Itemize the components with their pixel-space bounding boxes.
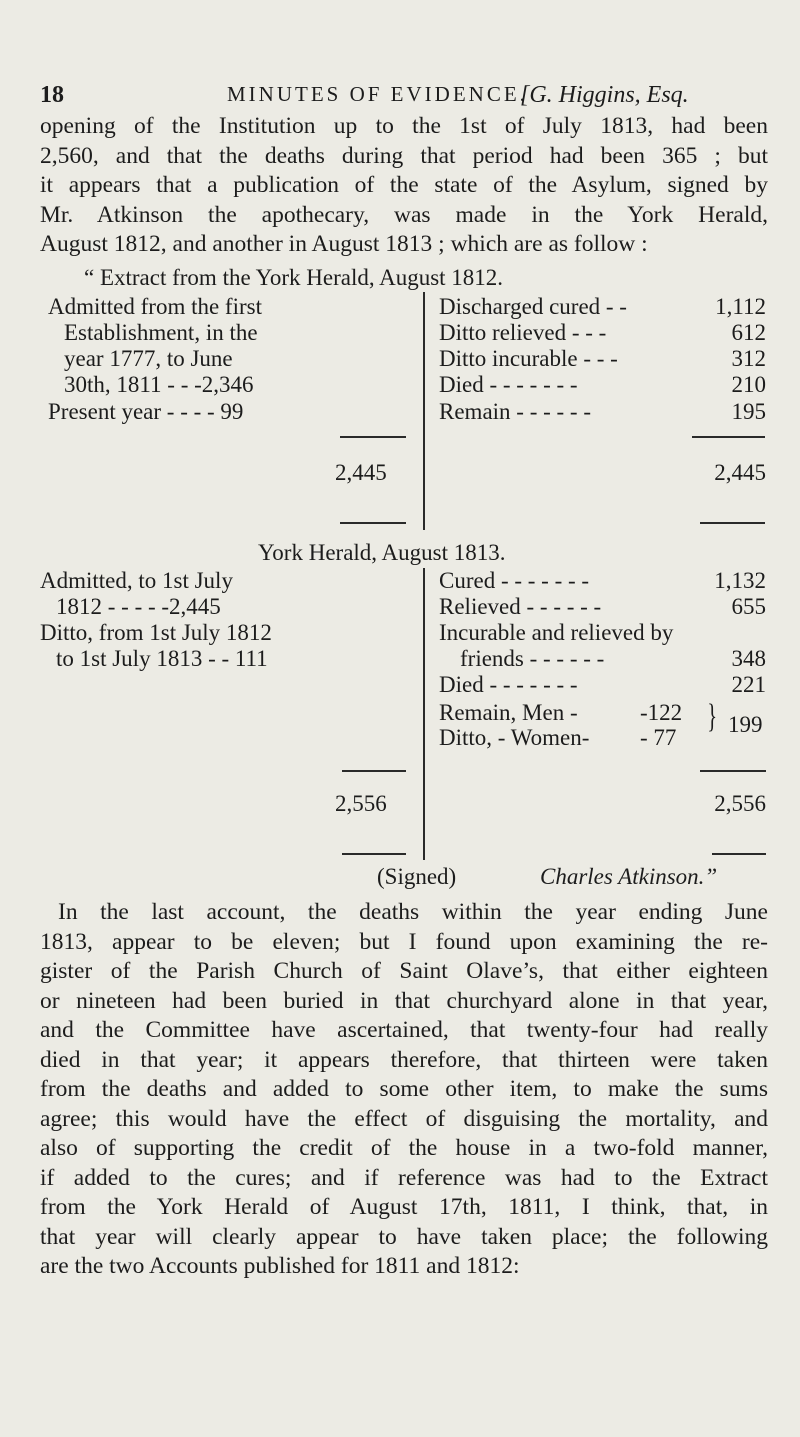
extract-1813-right-sum-rule <box>700 770 766 772</box>
extract-1813-left-total: 2,556 <box>335 791 387 816</box>
extract-1812-row-value: 195 <box>731 399 766 424</box>
remain-men-label: Remain, Men - <box>439 700 578 725</box>
extract-1812-left-line: 30th, 1811 - - -2,346 <box>64 372 254 397</box>
intro-line: Mr. Atkinson the apothecary, was made in the York Herald, <box>40 201 768 228</box>
extract-1812-row-value: 1,112 <box>715 294 766 319</box>
extract-1812-right-sum-rule <box>692 436 765 438</box>
remain-men-value: -122 <box>640 700 683 725</box>
extract-1813-row-value: 655 <box>731 594 766 619</box>
closing-line: agree; this would have the effect of disguising the mortality, and <box>40 1105 768 1132</box>
extract-1812-right-total: 2,445 <box>714 460 766 485</box>
extract-1812-row-value: 312 <box>731 346 766 371</box>
extract-1813-right-total-rule <box>712 853 766 855</box>
intro-paragraph <box>40 112 768 260</box>
extract-1812-left-line: year 1777, to June <box>64 346 233 371</box>
extract-1812-row-label: Remain - - - - - - <box>439 399 591 424</box>
extract-1812-left-total-rule <box>340 522 406 524</box>
extract-1813-row-label: Died - - - - - - - <box>439 672 578 697</box>
closing-line: from the deaths and added to some other item, to make the sums <box>40 1076 768 1102</box>
running-title: MINUTES OF EVIDENCE. <box>227 82 528 106</box>
extract-1812-row-label: Ditto incurable - - - <box>439 346 618 371</box>
extract-1812-row-label: Ditto relieved - - - <box>439 320 607 345</box>
closing-line: are the two Accounts published for 1811 and 1812: <box>40 1253 520 1279</box>
extract-1813-row-label: Cured - - - - - - - <box>439 568 590 593</box>
running-author: [G. Higgins, Esq. <box>520 82 689 108</box>
signature-name: Charles Atkinson.” <box>540 864 718 889</box>
extract-1813-right-total: 2,556 <box>714 791 766 816</box>
extract-1813-left-line: to 1st July 1813 - - 111 <box>56 646 268 671</box>
extract-1813-heading: York Herald, August 1813. <box>258 540 506 565</box>
signature-prefix: (Signed) <box>377 864 457 889</box>
intro-line: 2,560, and that the deaths during that period had been 365 ; but <box>40 142 768 169</box>
extract-1812-left-line: Admitted from the first <box>48 294 262 319</box>
extract-1813-divider <box>423 568 425 860</box>
extract-1813-row-label: friends - - - - - - <box>460 646 605 671</box>
extract-1813-left-line: Ditto, from 1st July 1812 <box>40 620 272 645</box>
extract-1812-right-total-rule <box>700 522 765 524</box>
extract-1812-left-line: Establishment, in the <box>64 320 258 345</box>
extract-1812-divider <box>423 292 425 530</box>
closing-line: gister of the Parish Church of Saint Olave’s, that either eighteen <box>40 958 768 984</box>
remain-women-label: Ditto, - Women- <box>439 725 590 750</box>
extract-1813-row-label: Incurable and relieved by <box>439 620 674 645</box>
extract-1812-row-value: 612 <box>731 320 766 345</box>
extract-1812-left-total: 2,445 <box>335 460 387 485</box>
intro-line: August 1812, and another in August 1813 ; which are as follow : <box>40 231 648 257</box>
closing-line: if added to the cures; and if reference was had to the Extract <box>40 1164 768 1191</box>
intro-line: opening of the Institution up to the 1st of July 1813, had been <box>40 113 768 139</box>
extract-1812-row-label: Died - - - - - - - <box>439 372 578 397</box>
intro-line: it appears that a publication of the state of the Asylum, signed by <box>40 172 768 198</box>
extract-1813-row-value: 221 <box>731 672 766 697</box>
closing-line: from the York Herald of August 17th, 1811, I think, that, in <box>40 1194 768 1220</box>
extract-1812-left-sum-rule <box>340 436 406 438</box>
extract-1813-left-sum-rule <box>342 770 406 772</box>
closing-paragraph <box>40 898 768 1282</box>
extract-1813-left-line: 1812 - - - - -2,445 <box>56 594 221 619</box>
closing-line: In the last account, the deaths within the year ending June <box>58 899 768 925</box>
remain-total: 199 <box>728 712 763 737</box>
closing-line: also of supporting the credit of the house in a two-fold manner, <box>40 1135 768 1161</box>
extract-1813-row-label: Relieved - - - - - - <box>439 594 602 619</box>
closing-line: that year will clearly appear to have taken place; the following <box>40 1223 768 1250</box>
closing-line: or nineteen had been buried in that churchyard alone in that year, <box>40 987 768 1014</box>
extract-1812-heading: “ Extract from the York Herald, August 1812. <box>84 265 504 290</box>
remain-brace-icon: } <box>707 698 718 735</box>
extract-1813-left-line: Admitted, to 1st July <box>40 568 233 593</box>
extract-1812-row-value: 210 <box>731 372 766 397</box>
extract-1812-left-line: Present year - - - - 99 <box>48 399 244 424</box>
page-number: 18 <box>40 82 64 108</box>
remain-women-value: - 77 <box>640 725 677 750</box>
closing-line: died in that year; it appears therefore, that thirteen were taken <box>40 1046 768 1073</box>
extract-1813-row-value: 1,132 <box>714 568 766 593</box>
extract-1813-left-total-rule <box>342 853 406 855</box>
closing-line: and the Committee have ascertained, that twenty-four had really <box>40 1017 768 1043</box>
extract-1813-row-value: 348 <box>731 646 766 671</box>
closing-line: 1813, appear to be eleven; but I found upon examining the re- <box>40 928 768 955</box>
extract-1812-row-label: Discharged cured - - <box>439 294 627 319</box>
